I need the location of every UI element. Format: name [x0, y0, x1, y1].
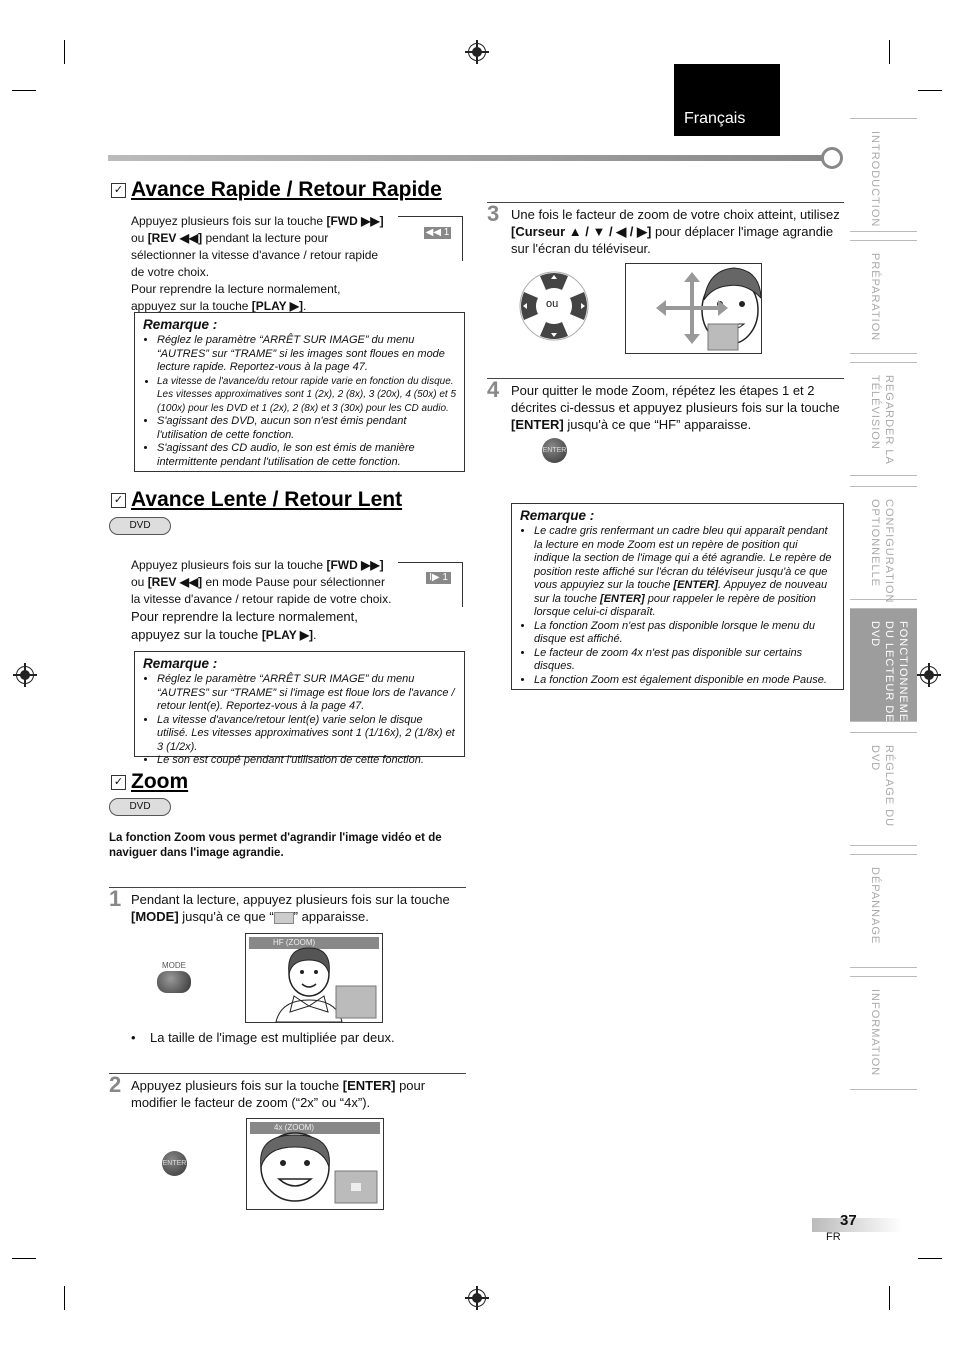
registration-mark-icon	[16, 666, 34, 684]
remark-item: • La vitesse de l'avance/du retour rapide varie en fonction du disque. Les vitesses approximatives sont 1 (2x), 2 (8x), 3 (20x), 4 (50x) et 5 (100x) pour les DVD et 1 (2x), 2 (8x) et 3 (30x) pour les CD audio.	[157, 375, 456, 416]
step-text: Une fois le facteur de zoom de votre choix atteint, utilisez [Curseur ▲ / ▼ / ◀ / ▶] pour déplacer l'image agrandie sur l'écran du téléviseur.	[511, 207, 840, 256]
tv-screen-hf-zoom	[245, 933, 383, 1023]
header-rule	[108, 155, 826, 161]
pad-center-label: ou	[546, 298, 559, 310]
sidebar-item-information[interactable]: INFORMATION	[850, 976, 917, 1090]
registration-mark-icon	[920, 666, 938, 684]
speed-indicator: I▶ 1	[426, 572, 451, 584]
fast-speed-display	[398, 216, 463, 261]
crop-mark	[918, 90, 942, 91]
slow-speed-display	[398, 562, 463, 607]
button-label: MODE	[162, 961, 186, 970]
crop-mark	[64, 1286, 65, 1310]
remark-box	[511, 503, 844, 690]
checkbox-icon: ✓	[111, 775, 126, 790]
osd-bar: 4x (ZOOM)	[250, 1122, 380, 1134]
crop-mark	[889, 1286, 890, 1310]
section-title: Zoom	[131, 770, 189, 793]
osd-bar: HF (ZOOM)	[249, 937, 379, 949]
lang-code: FR	[826, 1231, 841, 1243]
remark-item: • La fonction Zoom n'est pas disponible lorsque le menu du disque est affiché.	[534, 620, 835, 647]
crop-mark	[64, 40, 65, 64]
registration-mark-icon	[468, 1289, 486, 1307]
enter-button[interactable]: ENTER	[542, 438, 567, 463]
tv-screen-pan	[625, 263, 762, 354]
page-number-bar	[812, 1218, 902, 1232]
sidebar-item-lecteur-dvd[interactable]: FONCTIONNEMENT DU LECTEUR DE DVD	[850, 608, 917, 722]
section-title: Avance Rapide / Retour Rapide	[131, 178, 442, 201]
crop-mark	[12, 90, 36, 91]
step-text: Pour quitter le mode Zoom, répétez les étapes 1 et 2 décrites ci-dessus et appuyez plusieurs fois sur la touche [ENTER] jusqu'à ce que “HF” apparaisse.	[511, 383, 840, 432]
sec1-paragraph: Appuyez plusieurs fois sur la touche [FWD ▶▶] ou [REV ◀◀] pendant la lecture pour sélectionner la vitesse d'avance / retour rapide de votre choix. Pour reprendre la lecture normalement, appuyez sur la touche [PLAY ▶].	[131, 214, 384, 313]
remark-item: • La vitesse d'avance/retour lent(e) varie selon le disque utilisé. Les vitesses approximatives sont 1 (1/16x), 2 (1/8x) et 3 (1/2x).	[157, 714, 456, 755]
remark-item: • La fonction Zoom est également disponible en mode Pause.	[534, 674, 835, 688]
mode-button[interactable]	[157, 971, 191, 993]
step-bullet: • La taille de l'image est multipliée par deux.	[131, 1030, 395, 1045]
language-tab	[674, 64, 780, 136]
remark-item: • Le cadre gris renfermant un cadre bleu qui apparaît pendant la lecture en mode Zoom est un repère de position qui indique la section de l'image qui a été agrandie. Le repère de position reste affiché sur l'écran du téléviseur jusqu'à ce que vous appuyiez sur la touche [ENTER]. Appuyez de nouveau sur la touche [ENTER] pour rappeler le repère de position lorsque celui-ci disparaît.	[534, 525, 835, 620]
checkbox-icon: ✓	[111, 183, 126, 198]
remark-item: • S'agissant des DVD, aucun son n'est émis pendant l'utilisation de cette fonction.	[157, 415, 456, 442]
step-number: 4	[487, 377, 500, 402]
remark-item: • Réglez le paramètre “ARRÊT SUR IMAGE” du menu “AUTRES” sur “TRAME” si les images sont floues en mode lecture rapide. Reportez-vous à la page 47.	[157, 334, 456, 375]
remark-item: • Le facteur de zoom 4x n'est pas disponible sur certains disques.	[534, 647, 835, 674]
step-number: 2	[109, 1072, 122, 1097]
crop-mark	[918, 1258, 942, 1259]
remark-item: • S'agissant des CD audio, le son est émis de manière intermittente pendant l'utilisation de cette fonction.	[157, 442, 456, 469]
crop-mark	[12, 1258, 36, 1259]
step-number: 3	[487, 201, 500, 226]
zoom-mode-icon	[274, 912, 294, 924]
section-title: Avance Lente / Retour Lent	[131, 488, 403, 511]
remark-item: • Le son est coupé pendant l'utilisation de cette fonction.	[157, 754, 456, 768]
step-divider	[487, 378, 844, 379]
remark-title: Remarque :	[143, 317, 218, 332]
step-text: Pendant la lecture, appuyez plusieurs fois sur la touche [MODE] jusqu'à ce que “ ” apparaisse.	[131, 892, 450, 924]
sec2-paragraph: Appuyez plusieurs fois sur la touche [FWD ▶▶] ou [REV ◀◀] en mode Pause pour sélectionner la vitesse d'avance / retour rapide de votre choix. Pour reprendre la lecture normalement, appuyez sur la touche [PLAY ▶].	[131, 558, 392, 642]
tv-screen-4x-zoom	[246, 1118, 384, 1210]
sidebar-item-reglage-dvd[interactable]: RÉGLAGE DU DVD	[850, 732, 917, 846]
speed-indicator: ◀◀ 1	[425, 227, 450, 238]
step-text: Appuyez plusieurs fois sur la touche [ENTER] pour modifier le facteur de zoom (“2x” ou “4x”).	[131, 1078, 426, 1110]
remark-title: Remarque :	[143, 656, 218, 671]
step-number: 1	[109, 886, 122, 911]
step-divider	[109, 1073, 466, 1074]
header-rule-end-icon	[821, 147, 843, 169]
character-closeup-icon	[247, 1119, 383, 1209]
sidebar-item-regarder-tv[interactable]: REGARDER LA TÉLÉVISION	[850, 362, 917, 476]
step-divider	[487, 202, 844, 203]
sidebar-item-preparation[interactable]: PRÉPARATION	[850, 240, 917, 354]
dvd-badge: DVD	[109, 798, 171, 816]
cursor-pad[interactable]	[518, 270, 590, 342]
sidebar-item-introduction[interactable]: INTRODUCTION	[850, 118, 917, 232]
step-divider	[109, 887, 466, 888]
checkbox-icon: ✓	[111, 493, 126, 508]
crop-mark	[889, 40, 890, 64]
character-pan-icon	[626, 264, 761, 353]
page-number: 37	[840, 1212, 857, 1229]
remark-box	[134, 651, 465, 766]
registration-mark-icon	[468, 43, 486, 61]
remark-box	[134, 312, 465, 472]
enter-button[interactable]: ENTER	[162, 1151, 187, 1176]
remark-item: • Réglez le paramètre “ARRÊT SUR IMAGE” du menu “AUTRES” sur “TRAME” si l'image est floue lors de l'avance / retour lent(e). Reportez-vous à la page 47.	[157, 673, 456, 714]
character-illustration-icon	[246, 934, 382, 1022]
language-tab-label: Français	[684, 110, 746, 127]
dvd-badge: DVD	[109, 517, 171, 535]
sidebar-item-configuration[interactable]: CONFIGURATION OPTIONNELLE	[850, 486, 917, 600]
remark-title: Remarque :	[520, 508, 595, 523]
zoom-intro: La fonction Zoom vous permet d'agrandir l'image vidéo et de naviguer dans l'image agrandie.	[109, 832, 442, 859]
sidebar-item-depannage[interactable]: DÉPANNAGE	[850, 854, 917, 968]
